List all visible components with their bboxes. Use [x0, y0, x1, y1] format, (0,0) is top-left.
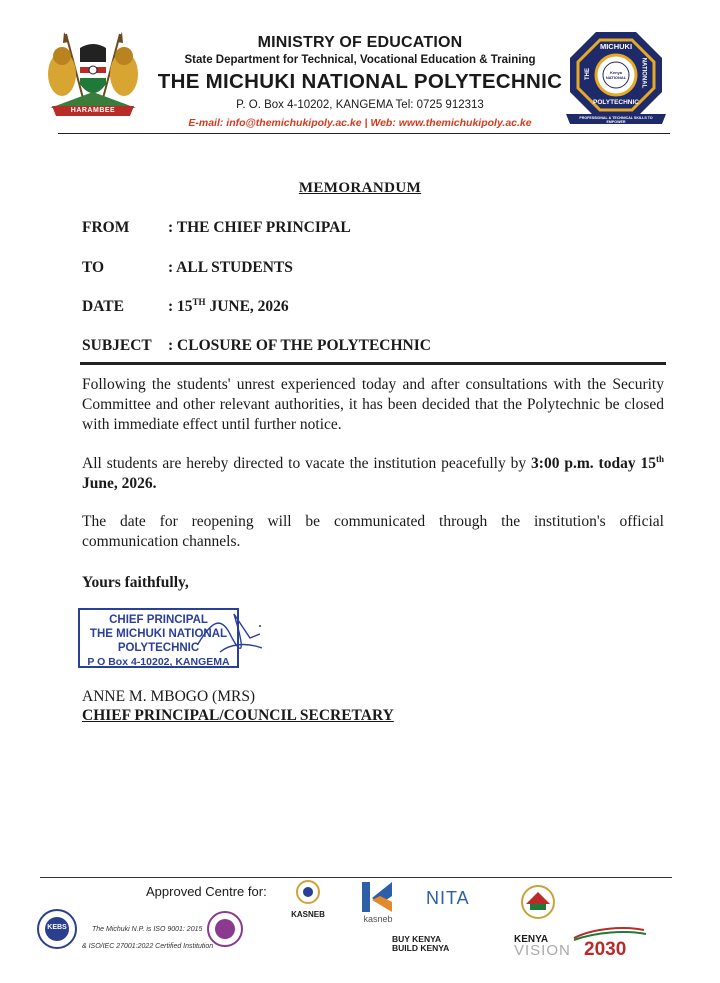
date-sup: TH [192, 296, 206, 307]
coat-of-arms [44, 32, 142, 120]
paragraph-1: Following the students' unrest experienced today and after consultations with the Security Committee and other relevant authorities, it has been decided that the Polytechnic be closed with immediate effect until further notice. [82, 376, 664, 433]
nita-text: NITA [426, 888, 470, 908]
crest-right-text: NATIONAL [640, 57, 647, 89]
stamp-line-4: P O Box 4-10202, KANGEMA [87, 656, 230, 668]
signatory-title: CHIEF PRINCIPAL/COUNCIL SECRETARY [82, 707, 394, 724]
kasneb-logo-text: kasneb [363, 914, 393, 924]
nita-logo [426, 888, 498, 914]
to-label: TO [82, 259, 105, 276]
date-day: : 15 [168, 298, 193, 315]
date-month-year: JUNE, 2026 [205, 298, 289, 315]
polytechnic-crest [564, 30, 668, 126]
buy-kenya-line-2: BUILD KENYA [392, 943, 450, 953]
kasneb-seal-text: KASNEB [291, 910, 325, 919]
memo-title: MEMORANDUM [298, 180, 422, 196]
iso-line-2: & ISO/IEC 27001:2022 Certified Institution [82, 943, 214, 950]
date-value [168, 298, 289, 316]
signature-scribble [190, 604, 270, 668]
iso-line-1: The Michuki N.P. is ISO 9001: 2015 [92, 926, 203, 933]
crest-left-text: THE [585, 68, 591, 80]
department-title: State Department for Technical, Vocational Education & Training [184, 54, 536, 66]
closing-salutation: Yours faithfully, [82, 574, 189, 591]
kebs-text: KEBS [47, 924, 67, 931]
footer-divider [40, 877, 672, 878]
school-name: THE MICHUKI NATIONAL POLYTECHNIC [157, 70, 563, 93]
approved-centre-label: Approved Centre for: [146, 884, 267, 899]
vision-year-text: 2030 [584, 939, 627, 960]
stamp-line-1: CHIEF PRINCIPAL [109, 614, 208, 626]
from-value: : THE CHIEF PRINCIPAL [168, 219, 351, 236]
from-label: FROM [82, 219, 130, 236]
crest-top-text: MICHUKI [599, 42, 633, 51]
buy-kenya-logo [392, 934, 462, 960]
kasneb-logo [358, 880, 398, 924]
school-address: P. O. Box 4-10202, KANGEMA Tel: 0725 912313 [236, 99, 484, 111]
buy-kenya-line-1: BUY KENYA [392, 934, 442, 944]
certification-emblem [512, 882, 564, 922]
crest-bottom-text: POLYTECHNIC [593, 99, 639, 106]
closing-time-text: 3:00 p.m. today 15 [531, 455, 656, 472]
kenya-vision-2030-logo [514, 926, 664, 962]
paragraph-3: The date for reopening will be communicated through the institution's official communication channels. [82, 513, 664, 550]
school-contact: E-mail: info@themichukipoly.ac.ke | Web: www.themichukipoly.ac.ke [188, 117, 532, 129]
to-value: : ALL STUDENTS [168, 259, 293, 276]
stamp-line-3: POLYTECHNIC [117, 642, 200, 654]
iso-cert-logo [206, 910, 244, 948]
date-label: DATE [82, 298, 124, 315]
subject-divider [80, 362, 666, 365]
ministry-title: MINISTRY OF EDUCATION [257, 34, 463, 51]
subject-value: : CLOSURE OF THE POLYTECHNIC [168, 337, 431, 354]
kenya-text: KENYA [514, 934, 549, 945]
kasneb-seal [290, 878, 326, 918]
crest-center-text: Kenya NATIONAL [605, 70, 627, 80]
kebs-logo [36, 908, 78, 950]
vision-text: VISION [514, 942, 571, 959]
signatory-name: ANNE M. MBOGO (MRS) [82, 688, 256, 705]
closing-date-text: June, 2026. [82, 475, 157, 492]
closing-date-sup: th [655, 453, 664, 464]
subject-label: SUBJECT [82, 337, 152, 354]
stamp-line-2: THE MICHUKI NATIONAL [89, 628, 228, 640]
crest-ribbon-text: PROFESSIONAL & TECHNICAL SKILLS TO EMPOWER [579, 116, 653, 124]
header-divider [58, 133, 670, 134]
motto-text: HARAMBEE [70, 107, 116, 114]
paragraph-2-lead: All students are hereby directed to vacate the institution peacefully by [82, 455, 532, 472]
paragraph-2 [82, 454, 664, 494]
